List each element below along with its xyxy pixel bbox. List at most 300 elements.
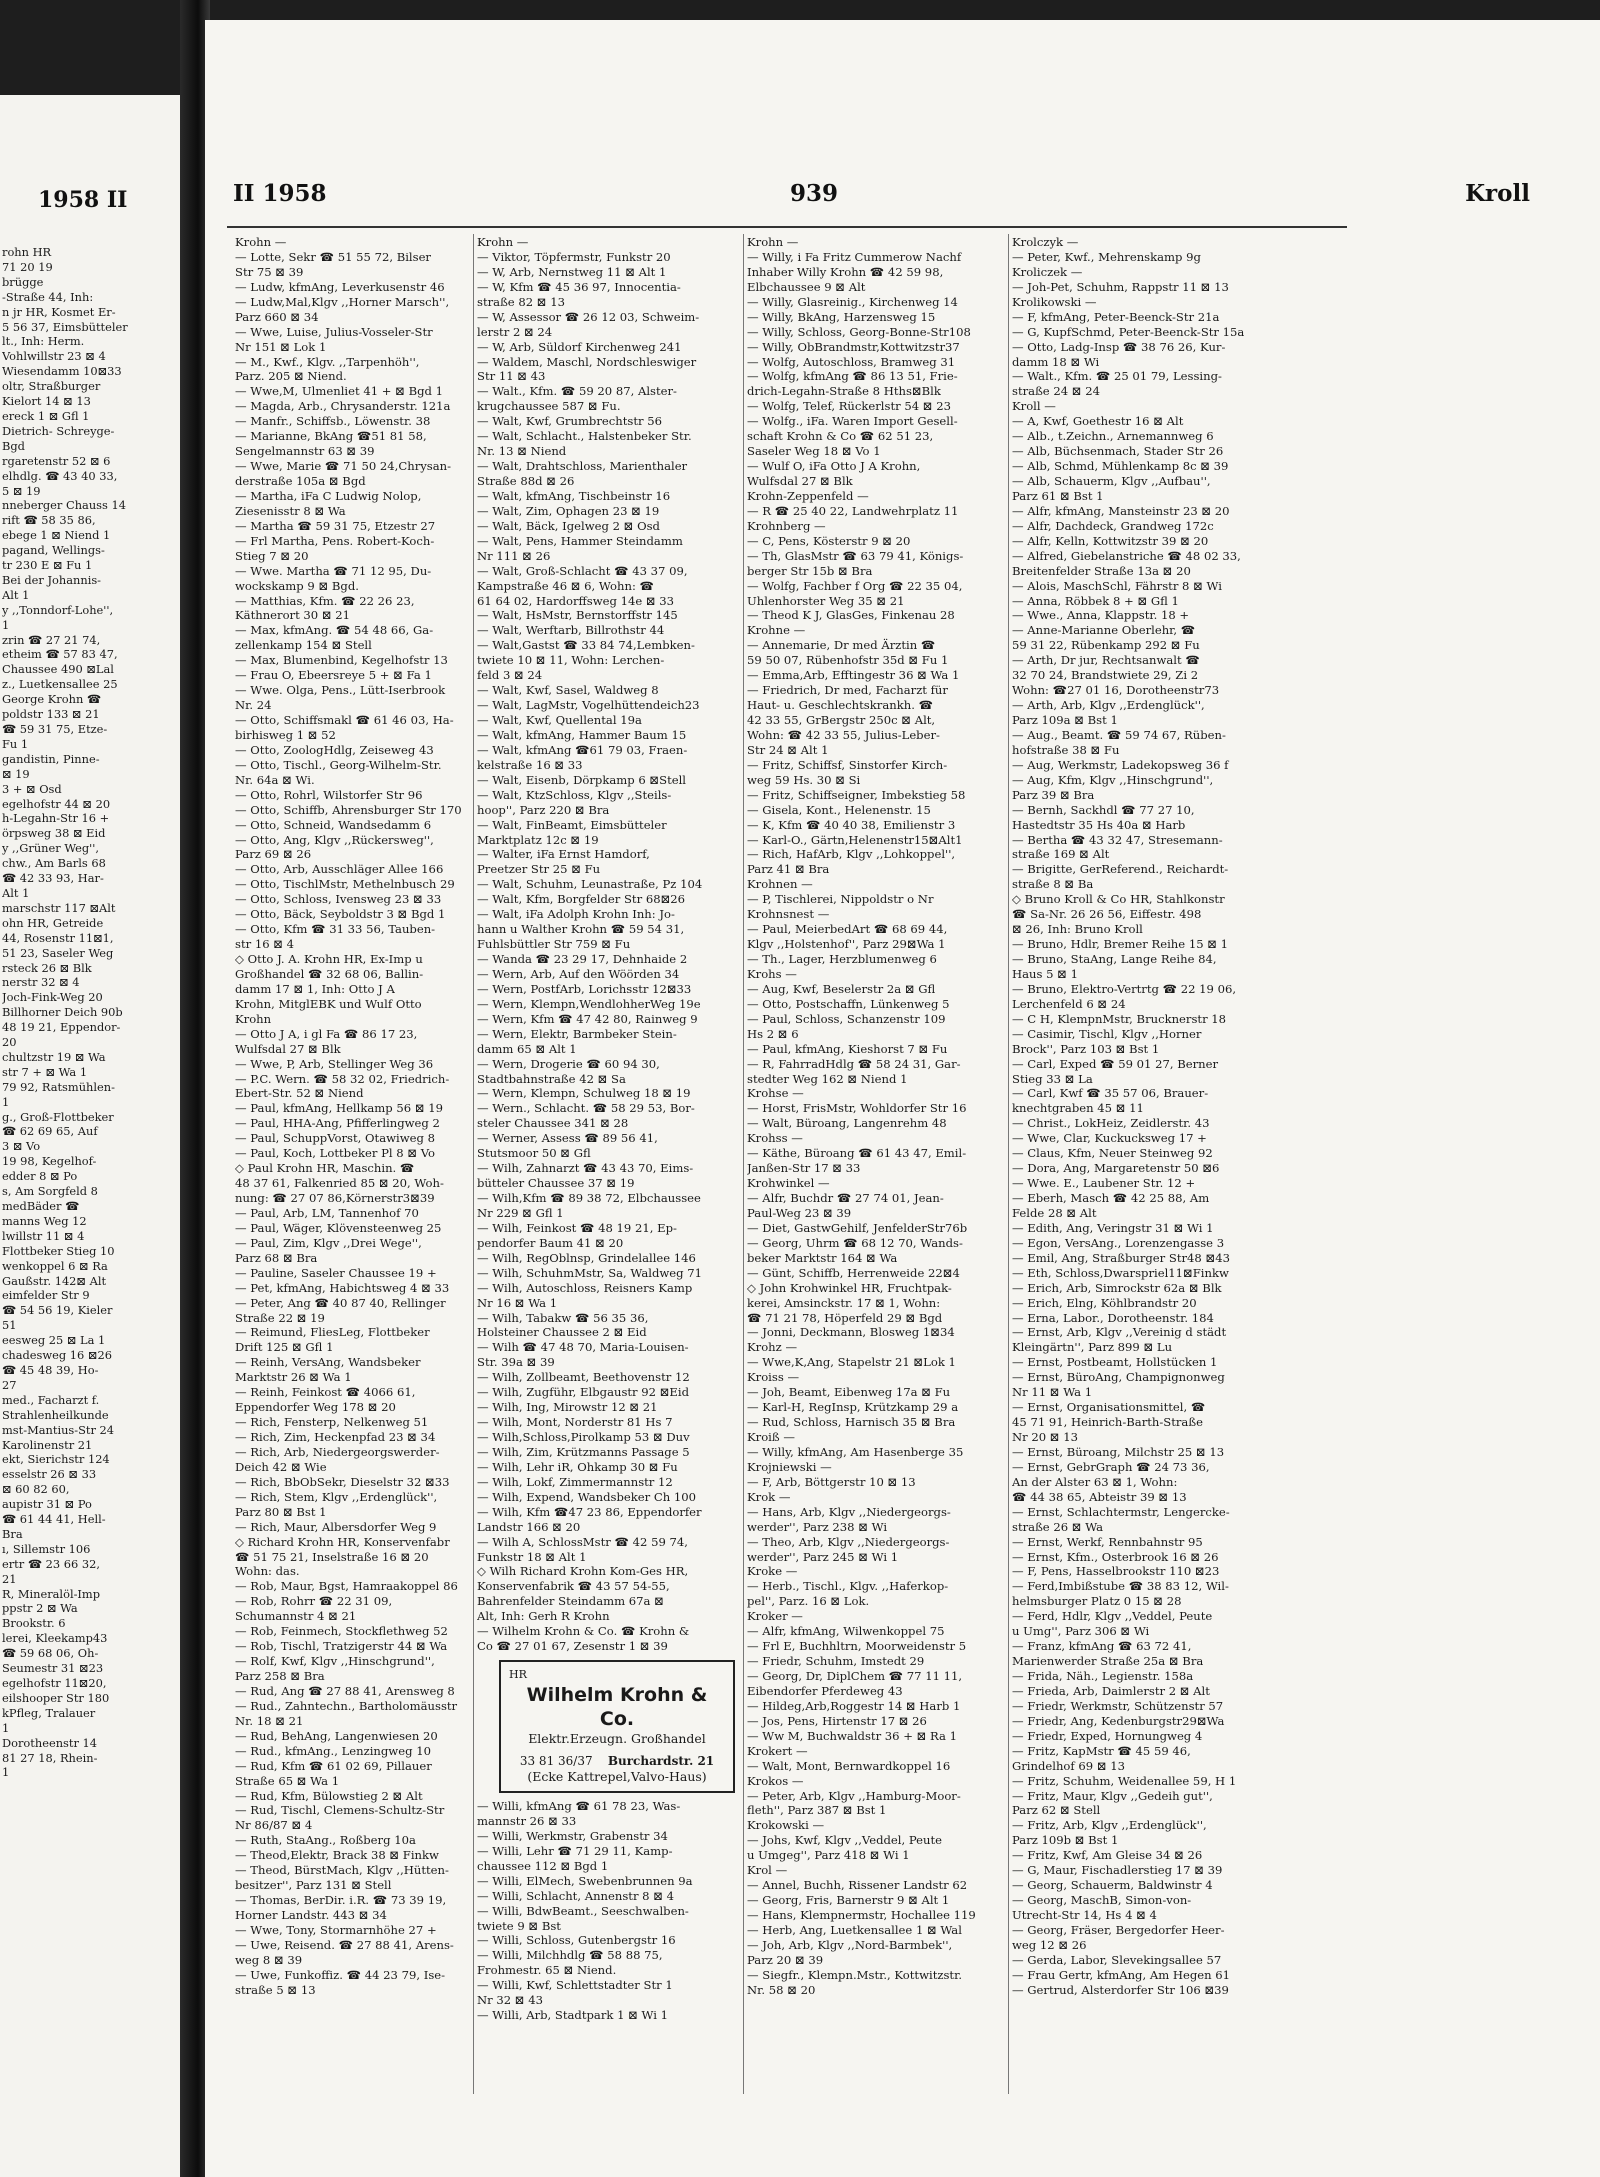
directory-entry-line: gandistin, Pinne- bbox=[2, 751, 100, 766]
page-running-head: II 1958 bbox=[233, 180, 327, 207]
directory-entry-line: straße 82 ⊠ 13 bbox=[477, 294, 565, 309]
directory-entry-line: z., Luetkensallee 25 bbox=[2, 677, 118, 692]
directory-entry-line: — Wolfg., iFa. Waren Import Gesell- bbox=[747, 414, 958, 429]
directory-entry-line: Flottbeker Stieg 10 bbox=[2, 1243, 115, 1258]
directory-entry-line: ebege 1 ⊠ Niend 1 bbox=[2, 528, 111, 543]
directory-entry-line: marschstr 117 ⊠Alt bbox=[2, 900, 116, 915]
directory-entry-line: chaussee 112 ⊠ Bgd 1 bbox=[477, 1858, 609, 1873]
directory-entry-line: Nr. 18 ⊠ 21 bbox=[235, 1713, 304, 1728]
directory-entry-line: Schumannstr 4 ⊠ 21 bbox=[235, 1609, 357, 1624]
directory-entry-line: — R, FahrradHdlg ☎ 58 24 31, Gar- bbox=[747, 1056, 961, 1071]
directory-entry-line: Parz 69 ⊠ 26 bbox=[235, 847, 312, 862]
directory-entry-line: — Wwe., Anna, Klappstr. 18 + bbox=[1012, 608, 1190, 623]
directory-entry-line: — Ludw, kfmAng, Leverkusenstr 46 bbox=[235, 279, 445, 294]
directory-entry-line: — Wilh, SchuhmMstr, Sa, Waldweg 71 bbox=[477, 1265, 703, 1280]
directory-entry-line: 1 bbox=[2, 1765, 10, 1780]
directory-entry-line: Holsteiner Chaussee 2 ⊠ Eid bbox=[477, 1325, 647, 1340]
directory-entry-line: An der Alster 63 ⊠ 1, Wohn: bbox=[1012, 1474, 1178, 1489]
directory-entry-line: Parz 39 ⊠ Bra bbox=[1012, 787, 1095, 802]
directory-entry-line: — Wolfg, Autoschloss, Bramweg 31 bbox=[747, 354, 956, 369]
directory-entry-line: — Wilh, RegOblnsp, Grindelallee 146 bbox=[477, 1250, 696, 1265]
directory-entry-line: 1 bbox=[2, 1094, 10, 1109]
directory-entry-line: ☎ 54 56 19, Kieler bbox=[2, 1303, 113, 1318]
directory-entry-line: — Walt, Eisenb, Dörpkamp 6 ⊠Stell bbox=[477, 772, 687, 787]
directory-entry-line: — Casimir, Tischl, Klgv ,,Horner bbox=[1012, 1026, 1202, 1041]
directory-entry-line: örpsweg 38 ⊠ Eid bbox=[2, 826, 106, 841]
directory-entry-line: — Otto, ZoologHdlg, Zeiseweg 43 bbox=[235, 742, 434, 757]
directory-entry-line: 5 ⊠ 19 bbox=[2, 483, 41, 498]
directory-entry-line: — Magda, Arb., Chrysanderstr. 121a bbox=[235, 399, 451, 414]
directory-entry-line: — Willy, Glasreinig., Kirchenweg 14 bbox=[747, 294, 958, 309]
directory-entry-line: — Wwe,M, Ulmenliet 41 + ⊠ Bgd 1 bbox=[235, 384, 443, 399]
directory-entry-line: — Alois, MaschSchl, Fährstr 8 ⊠ Wi bbox=[1012, 578, 1222, 593]
directory-entry-line: — Wilh ☎ 47 48 70, Maria-Louisen- bbox=[477, 1340, 689, 1355]
directory-entry-line: Marienwerder Straße 25a ⊠ Bra bbox=[1012, 1654, 1204, 1669]
directory-entry-line: Uhlenhorster Weg 35 ⊠ 21 bbox=[747, 593, 905, 608]
directory-entry-line: — Max, Blumenbind, Kegelhofstr 13 bbox=[235, 653, 448, 668]
directory-entry-line: Alt, Inh: Gerh R Krohn bbox=[477, 1609, 610, 1624]
directory-entry-line: — Otto, Arb, Ausschläger Allee 166 bbox=[235, 862, 444, 877]
directory-column-3 bbox=[747, 235, 1004, 1998]
directory-entry-line: hann u Walther Krohn ☎ 59 54 31, bbox=[477, 922, 685, 937]
directory-entry-line: — Rob, Maur, Bgst, Hamraakoppel 86 bbox=[235, 1579, 458, 1594]
directory-entry-line: Ebert-Str. 52 ⊠ Niend bbox=[235, 1086, 364, 1101]
directory-entry-line: — Rich, BbObSekr, Dieselstr 32 ⊠33 bbox=[235, 1474, 450, 1489]
directory-entry-line: — Walt,Gastst ☎ 33 84 74,Lembken- bbox=[477, 638, 695, 653]
directory-entry-line: — Emma,Arb, Efftingestr 36 ⊠ Wa 1 bbox=[747, 668, 960, 683]
directory-entry-line: — Walt, Zim, Ophagen 23 ⊠ 19 bbox=[477, 503, 660, 518]
directory-entry-line: ☎ 51 75 21, Inselstraße 16 ⊠ 20 bbox=[235, 1549, 429, 1564]
directory-entry-line: — Willi, Milchhdlg ☎ 58 88 75, bbox=[477, 1948, 663, 1963]
directory-entry-line: Dorotheenstr 14 bbox=[2, 1735, 98, 1750]
directory-entry-line: — Jos, Pens, Hirtenstr 17 ⊠ 26 bbox=[747, 1713, 927, 1728]
directory-entry-line: med., Facharzt f. bbox=[2, 1392, 100, 1407]
directory-entry-line: Co ☎ 27 01 67, Zesenstr 1 ⊠ 39 bbox=[477, 1639, 668, 1654]
directory-entry-line: y ,,Grüner Weg'', bbox=[2, 841, 100, 856]
directory-entry-line: — Walt, iFa Adolph Krohn Inh: Jo- bbox=[477, 907, 675, 922]
directory-entry-line: ☎ 45 48 39, Ho- bbox=[2, 1362, 99, 1377]
directory-entry-line: — Wilh A, SchlossMstr ☎ 42 59 74, bbox=[477, 1534, 688, 1549]
directory-entry-line: — Theod, BürstMach, Klgv ,,Hütten- bbox=[235, 1863, 449, 1878]
directory-entry-line: — Walter, iFa Ernst Hamdorf, bbox=[477, 847, 650, 862]
directory-entry-line: — Fritz, Schiffsf, Sinstorfer Kirch- bbox=[747, 757, 948, 772]
directory-entry-line: twiete 9 ⊠ Bst bbox=[477, 1918, 561, 1933]
directory-entry-line: — Willy, kfmAng, Am Hasenberge 35 bbox=[747, 1444, 964, 1459]
directory-entry-line: hoop'', Parz 220 ⊠ Bra bbox=[477, 802, 610, 817]
directory-entry-line: 51 23, Saseler Weg bbox=[2, 945, 114, 960]
directory-entry-line: krugchaussee 587 ⊠ Fu. bbox=[477, 399, 621, 414]
directory-entry-line: helmsburger Platz 0 15 ⊠ 28 bbox=[1012, 1594, 1182, 1609]
left-page-column bbox=[2, 245, 177, 1780]
directory-entry-line: ◇ Bruno Kroll & Co HR, Stahlkonstr bbox=[1012, 892, 1225, 907]
directory-entry-line: — Jonni, Deckmann, Blosweg 1⊠34 bbox=[747, 1325, 955, 1340]
directory-entry-line: Marktplatz 12c ⊠ 19 bbox=[477, 832, 599, 847]
ad-address: Burchardstr. 21 bbox=[607, 1754, 715, 1768]
directory-entry-line: ☎ 59 31 75, Etze- bbox=[2, 722, 108, 736]
directory-entry-line: Parz. 205 ⊠ Niend. bbox=[235, 369, 347, 384]
directory-entry-line: — Wwe. Olga, Pens., Lütt-Iserbrook bbox=[235, 683, 446, 698]
directory-entry-line: — Th, GlasMstr ☎ 63 79 41, Königs- bbox=[747, 548, 964, 563]
directory-entry-line: — Rob, Rohrr ☎ 22 31 09, bbox=[235, 1594, 393, 1609]
directory-entry-line: — Frieda, Arb, Daimlerstr 2 ⊠ Alt bbox=[1012, 1683, 1210, 1698]
directory-entry-line: straße 5 ⊠ 13 bbox=[235, 1982, 316, 1997]
directory-entry-line: — Otto, Rohrl, Wilstorfer Str 96 bbox=[235, 787, 423, 802]
directory-entry-line: Seumestr 31 ⊠23 bbox=[2, 1661, 104, 1676]
directory-entry-line: — Otto, Schiffb, Ahrensburger Str 170 bbox=[235, 802, 462, 817]
directory-entry-line: — Alb., t.Zeichn., Arnemannweg 6 bbox=[1012, 429, 1214, 444]
directory-entry-line: rift ☎ 58 35 86, bbox=[2, 513, 96, 528]
directory-entry-line: — Ernst, Organisationsmittel, ☎ bbox=[1012, 1400, 1206, 1415]
directory-entry-line: ☎ 44 38 65, Abteistr 39 ⊠ 13 bbox=[1012, 1489, 1187, 1504]
directory-entry-line: — Rolf, Kwf, Klgv ,,Hinschgrund'', bbox=[235, 1654, 435, 1669]
directory-entry-line: — Wern, PostfArb, Lorichsstr 12⊠33 bbox=[477, 981, 692, 996]
directory-entry-line: — Bertha ☎ 43 32 47, Stresemann- bbox=[1012, 832, 1223, 847]
directory-entry-line: — Wilh,Schloss,Pirolkamp 53 ⊠ Duv bbox=[477, 1430, 690, 1444]
directory-entry-line: — Wilh, Zahnarzt ☎ 43 43 70, Eims- bbox=[477, 1161, 694, 1176]
directory-entry-line: — Peter, Ang ☎ 40 87 40, Rellinger bbox=[235, 1295, 446, 1310]
directory-entry-line: Straße 22 ⊠ 19 bbox=[235, 1310, 325, 1325]
directory-entry-line: Inhaber Willy Krohn ☎ 42 59 98, bbox=[747, 264, 944, 279]
directory-entry-line: — Willy, BkAng, Harzensweg 15 bbox=[747, 309, 936, 324]
directory-entry-line: tr 230 E ⊠ Fu 1 bbox=[2, 558, 93, 573]
directory-entry-line: str 7 + ⊠ Wa 1 bbox=[2, 1064, 88, 1079]
directory-entry-line: — Bernh, Sackhdl ☎ 77 27 10, bbox=[1012, 802, 1195, 817]
directory-entry-line: — Walt, Pens, Hammer Steindamm bbox=[477, 533, 683, 548]
directory-entry-line: — Walt, Kwf, Grumbrechtstr 56 bbox=[477, 414, 662, 429]
header-rule bbox=[227, 226, 1347, 228]
column-divider bbox=[743, 234, 744, 2094]
directory-entry-line: — Walt, kfmAng, Tischbeinstr 16 bbox=[477, 488, 671, 503]
directory-entry-line: ◇ Wilh Richard Krohn Kom-Ges HR, bbox=[477, 1564, 689, 1579]
directory-entry-line: lerstr 2 ⊠ 24 bbox=[477, 324, 553, 339]
directory-entry-line: Str. 39a ⊠ 39 bbox=[477, 1355, 555, 1370]
directory-entry-line: — Friedr, Exped, Hornungweg 4 bbox=[1012, 1728, 1203, 1743]
directory-entry-line: Stadtbahnstraße 42 ⊠ Sa bbox=[477, 1071, 626, 1086]
directory-entry-line: — Otto, Postschaffn, Lünkenweg 5 bbox=[747, 996, 950, 1011]
directory-entry-line: aupistr 31 ⊠ Po bbox=[2, 1497, 92, 1512]
directory-entry-line: — Käthe, Büroang ☎ 61 43 47, Emil- bbox=[747, 1146, 967, 1161]
directory-entry-line: — Georg, MaschB, Simon-von- bbox=[1012, 1893, 1192, 1908]
directory-entry-line: ohn HR, Getreide bbox=[2, 915, 104, 930]
directory-entry-line: 27 bbox=[2, 1377, 17, 1392]
directory-entry-line: Horner Landstr. 443 ⊠ 34 bbox=[235, 1908, 387, 1922]
directory-entry-line: kerei, Amsinckstr. 17 ⊠ 1, Wohn: bbox=[747, 1295, 941, 1310]
directory-entry-line: ◇ John Krohwinkel HR, Fruchtpak- bbox=[747, 1280, 952, 1295]
directory-entry-line: — Frida, Näh., Legienstr. 158a bbox=[1012, 1669, 1194, 1683]
directory-entry-line: — Brigitte, GerReferend., Reichardt- bbox=[1012, 862, 1229, 877]
directory-entry-line: Krohnberg — bbox=[747, 518, 826, 533]
directory-entry-line: Dietrich- Schreyge- bbox=[2, 423, 115, 438]
directory-entry-line: Wulfsdal 27 ⊠ Blk bbox=[747, 474, 853, 488]
directory-entry-line: Felde 28 ⊠ Alt bbox=[1012, 1205, 1097, 1220]
directory-entry-line: — Herb., Tischl., Klgv. ,,Haferkop- bbox=[747, 1579, 949, 1594]
directory-entry-line: — Rud, BehAng, Langenwiesen 20 bbox=[235, 1728, 438, 1743]
directory-entry-line: eimfelder Str 9 bbox=[2, 1288, 90, 1303]
directory-entry-line: Kielort 14 ⊠ 13 bbox=[2, 394, 91, 409]
directory-entry-line: — Ernst, Werkf, Rennbahnstr 95 bbox=[1012, 1534, 1203, 1549]
directory-entry-line: esselstr 26 ⊠ 33 bbox=[2, 1467, 97, 1482]
directory-entry-line: stedter Weg 162 ⊠ Niend 1 bbox=[747, 1071, 908, 1086]
directory-entry-line: Ziesenisstr 8 ⊠ Wa bbox=[235, 503, 346, 518]
directory-entry-line: Nr 16 ⊠ Wa 1 bbox=[477, 1295, 558, 1310]
directory-entry-line: — W, Kfm ☎ 45 36 97, Innocentia- bbox=[477, 279, 681, 294]
directory-entry-line: Nr 32 ⊠ 43 bbox=[477, 1993, 543, 2008]
directory-entry-line: Alt 1 bbox=[2, 587, 30, 602]
directory-entry-line: — Pet, kfmAng, Habichtsweg 4 ⊠ 33 bbox=[235, 1280, 450, 1295]
directory-entry-line: fleth'', Parz 387 ⊠ Bst 1 bbox=[747, 1803, 887, 1818]
directory-entry-line: Kroker — bbox=[747, 1609, 803, 1624]
directory-entry-line: — C H, KlempnMstr, Brucknerstr 18 bbox=[1012, 1011, 1227, 1026]
directory-entry-line: — Ernst, Schlachtermstr, Lengercke- bbox=[1012, 1504, 1230, 1519]
directory-entry-line: — Wilh, Zollbeamt, Beethovenstr 12 bbox=[477, 1370, 690, 1385]
directory-entry-line: Billhorner Deich 90b bbox=[2, 1005, 123, 1020]
directory-entry-line: — Walt., Kfm. ☎ 59 20 87, Alster- bbox=[477, 384, 677, 399]
directory-entry-line: ⊠ 26, Inh: Bruno Kroll bbox=[1012, 922, 1143, 937]
directory-entry-line: — Erich, Elng, Köhlbrandstr 20 bbox=[1012, 1295, 1197, 1310]
directory-entry-line: — Paul, kfmAng, Hellkamp 56 ⊠ 19 bbox=[235, 1101, 443, 1116]
directory-entry-line: — Egon, VersAng., Lorenzengasse 3 bbox=[1012, 1235, 1225, 1250]
directory-entry-line: Krohne — bbox=[747, 623, 806, 638]
directory-entry-line: — Frau Gertr, kfmAng, Am Hegen 61 bbox=[1012, 1967, 1231, 1982]
directory-entry-line: — P, Tischlerei, Nippoldstr o Nr bbox=[747, 892, 934, 907]
directory-entry-line: — Friedr, Werkmstr, Schützenstr 57 bbox=[1012, 1698, 1224, 1713]
directory-entry-line: — Rich, HafArb, Klgv ,,Lohkoppel'', bbox=[747, 847, 956, 862]
directory-entry-line: eesweg 25 ⊠ La 1 bbox=[2, 1333, 106, 1348]
directory-entry-line: 1 bbox=[2, 617, 10, 632]
directory-entry-line: — Gerda, Labor, Slevekingsallee 57 bbox=[1012, 1952, 1222, 1967]
directory-entry-line: — Wern., Schlacht. ☎ 58 29 53, Bor- bbox=[477, 1101, 695, 1116]
directory-entry-line: Krolczyk — bbox=[1012, 235, 1079, 249]
directory-entry-line: Krohn, MitglEBK und Wulf Otto bbox=[235, 996, 422, 1011]
directory-entry-line: — Rud, Schloss, Harnisch 35 ⊠ Bra bbox=[747, 1415, 956, 1430]
directory-entry-line: -Straße 44, Inh: bbox=[2, 289, 94, 304]
directory-entry-line: Preetzer Str 25 ⊠ Fu bbox=[477, 862, 601, 877]
directory-entry-line: — Walt., Kfm. ☎ 25 01 79, Lessing- bbox=[1012, 369, 1222, 384]
directory-entry-line: Krohn-Zeppenfeld — bbox=[747, 488, 869, 503]
directory-entry-line: Nr 151 ⊠ Lok 1 bbox=[235, 339, 327, 354]
directory-entry-line: — Friedr, Schuhm, Imstedt 29 bbox=[747, 1654, 925, 1669]
directory-entry-line: nerstr 32 ⊠ 4 bbox=[2, 975, 80, 990]
directory-entry-line: — Willi, BdwBeamt., Seeschwalben- bbox=[477, 1903, 689, 1918]
directory-entry-line: straße 24 ⊠ 24 bbox=[1012, 384, 1100, 399]
directory-entry-line: Krohnsnest — bbox=[747, 907, 830, 922]
directory-entry-line: — M., Kwf., Klgv. ,,Tarpenhöh'', bbox=[235, 354, 420, 369]
directory-entry-line: n jr HR, Kosmet Er- bbox=[2, 304, 116, 319]
directory-entry-line: — Max, kfmAng. ☎ 54 48 66, Ga- bbox=[235, 623, 434, 638]
directory-entry-line: 51 bbox=[2, 1318, 17, 1333]
directory-entry-line: Krohz — bbox=[747, 1340, 798, 1355]
directory-entry-line: Karolinenstr 21 bbox=[2, 1437, 93, 1452]
directory-entry-line: — Edith, Ang, Veringstr 31 ⊠ Wi 1 bbox=[1012, 1220, 1214, 1235]
directory-entry-line: ☎ Sa-Nr. 26 26 56, Eiffestr. 498 bbox=[1012, 907, 1202, 922]
directory-entry-line: Brookstr. 6 bbox=[2, 1616, 66, 1631]
directory-entry-line: weg 12 ⊠ 26 bbox=[1012, 1937, 1087, 1952]
directory-entry-line: u Umg'', Parz 306 ⊠ Wi bbox=[1012, 1624, 1150, 1639]
directory-entry-line: Parz 258 ⊠ Bra bbox=[235, 1669, 325, 1683]
directory-entry-line: — Fritz, Arb, Klgv ,,Erdenglück'', bbox=[1012, 1818, 1207, 1833]
directory-entry-line: — Wilh, Tabakw ☎ 56 35 36, bbox=[477, 1310, 649, 1325]
directory-entry-line: kelstraße 16 ⊠ 33 bbox=[477, 757, 583, 772]
directory-entry-line: 32 70 24, Brandstwiete 29, Zi 2 bbox=[1012, 668, 1199, 683]
directory-entry-line: — Walt, Kwf, Sasel, Waldweg 8 bbox=[477, 683, 659, 698]
directory-entry-line: — Paul, kfmAng, Kieshorst 7 ⊠ Fu bbox=[747, 1041, 948, 1056]
directory-entry-line: Hs 2 ⊠ 6 bbox=[747, 1026, 799, 1041]
directory-entry-line: — Walt, kfmAng ☎61 79 03, Fraen- bbox=[477, 742, 688, 757]
directory-entry-line: — Thomas, BerDir. i.R. ☎ 73 39 19, bbox=[235, 1893, 447, 1908]
directory-entry-line: nneberger Chauss 14 bbox=[2, 498, 126, 513]
directory-entry-line: — P.C. Wern. ☎ 58 32 02, Friedrich- bbox=[235, 1071, 450, 1086]
directory-entry-line: — Wwe, P, Arb, Stellinger Weg 36 bbox=[235, 1056, 434, 1071]
directory-entry-line: Chaussee 490 ⊠Lal bbox=[2, 662, 114, 677]
directory-entry-line: Grindelhof 69 ⊠ 13 bbox=[1012, 1758, 1125, 1773]
directory-entry-line: — Alfr, Buchdr ☎ 27 74 01, Jean- bbox=[747, 1191, 944, 1205]
directory-entry-line: Krokos — bbox=[747, 1773, 804, 1788]
ad-note: (Ecke Kattrepel,Valvo-Haus) bbox=[527, 1769, 707, 1784]
directory-entry-line: — Walt, Schuhm, Leunastraße, Pz 104 bbox=[477, 877, 703, 892]
directory-entry-line: — Frl E, Buchhltrn, Moorweidenstr 5 bbox=[747, 1639, 967, 1654]
ad-hr-tag: HR bbox=[509, 1668, 527, 1682]
directory-entry-line: Nr. 24 bbox=[235, 698, 272, 713]
directory-entry-line: Parz 20 ⊠ 39 bbox=[747, 1952, 824, 1967]
directory-entry-line: Elbchaussee 9 ⊠ Alt bbox=[747, 279, 866, 294]
directory-entry-line: Str 11 ⊠ 43 bbox=[477, 369, 546, 384]
directory-entry-line: — Wilh, Kfm ☎47 23 86, Eppendorfer bbox=[477, 1504, 702, 1519]
directory-entry-line: 44, Rosenstr 11⊠1, bbox=[2, 930, 114, 945]
directory-entry-line: — F, Arb, Böttgerstr 10 ⊠ 13 bbox=[747, 1474, 916, 1489]
directory-entry-line: Wulfsdal 27 ⊠ Blk bbox=[235, 1041, 341, 1056]
directory-entry-line: berger Str 15b ⊠ Bra bbox=[747, 563, 873, 578]
directory-entry-line: — Peter, Kwf., Mehrenskamp 9g bbox=[1012, 249, 1201, 264]
directory-entry-line: — Aug, Kwf, Beselerstr 2a ⊠ Gfl bbox=[747, 981, 936, 996]
directory-entry-line: — Walt, kfmAng, Hammer Baum 15 bbox=[477, 727, 687, 742]
column-divider bbox=[473, 234, 474, 2094]
directory-entry-line: Bgd bbox=[2, 438, 25, 453]
directory-entry-line: ☎ 71 21 78, Höperfeld 29 ⊠ Bgd bbox=[747, 1310, 943, 1325]
directory-entry-line: ☎ 62 69 65, Auf bbox=[2, 1124, 98, 1139]
directory-entry-line: Haus 5 ⊠ 1 bbox=[1012, 966, 1078, 981]
directory-entry-line: Nr 111 ⊠ 26 bbox=[477, 548, 551, 563]
directory-entry-line: — Rob, Feinmech, Stockflethweg 52 bbox=[235, 1624, 448, 1639]
directory-entry-line: manns Weg 12 bbox=[2, 1213, 87, 1228]
directory-entry-line: — Manfr., Schiffsb., Löwenstr. 38 bbox=[235, 414, 431, 429]
directory-entry-line: — Rich, Fensterp, Nelkenweg 51 bbox=[235, 1415, 429, 1430]
directory-entry-line: elhdlg. ☎ 43 40 33, bbox=[2, 468, 118, 483]
directory-entry-line: — Otto, Bäck, Seyboldstr 3 ⊠ Bgd 1 bbox=[235, 907, 446, 922]
directory-entry-line: nung: ☎ 27 07 86,Körnerstr3⊠39 bbox=[235, 1191, 435, 1205]
directory-entry-line: — Willi, Lehr ☎ 71 29 11, Kamp- bbox=[477, 1843, 673, 1858]
directory-entry-line: — Georg, Uhrm ☎ 68 12 70, Wands- bbox=[747, 1235, 963, 1250]
directory-entry-line: Straße 65 ⊠ Wa 1 bbox=[235, 1773, 340, 1788]
directory-entry-line: Kroll — bbox=[1012, 399, 1056, 414]
directory-entry-line: Saseler Weg 18 ⊠ Vo 1 bbox=[747, 444, 881, 459]
directory-entry-line: — Alfr, kfmAng, Mansteinstr 23 ⊠ 20 bbox=[1012, 503, 1230, 518]
directory-entry-line: Kroliczek — bbox=[1012, 264, 1083, 279]
directory-entry-line: chw., Am Barls 68 bbox=[2, 856, 106, 871]
directory-entry-line: ⊠ 60 82 60, bbox=[2, 1482, 70, 1497]
directory-entry-line: — Ernst, Kfm., Osterbrook 16 ⊠ 26 bbox=[1012, 1549, 1219, 1564]
directory-entry-line: Klgv ,,Holstenhof'', Parz 29⊠Wa 1 bbox=[747, 937, 946, 952]
directory-entry-line: — Willy, ObBrandmstr,Kottwitzstr37 bbox=[747, 339, 960, 354]
directory-entry-line: Str 75 ⊠ 39 bbox=[235, 264, 304, 279]
directory-entry-line: — Wwe. Martha ☎ 71 12 95, Du- bbox=[235, 563, 432, 578]
directory-entry-line: — Wwe, Tony, Stormarnhöhe 27 + bbox=[235, 1922, 437, 1937]
directory-entry-line: — Hans, Arb, Klgv ,,Niedergeorgs- bbox=[747, 1504, 951, 1519]
directory-entry-line: s, Am Sorgfeld 8 bbox=[2, 1184, 98, 1199]
directory-entry-line: — Peter, Arb, Klgv ,,Hamburg-Moor- bbox=[747, 1788, 961, 1803]
directory-entry-line: Wohn: das. bbox=[235, 1564, 300, 1579]
directory-entry-line: weg 8 ⊠ 39 bbox=[235, 1952, 303, 1967]
directory-entry-line: — Ww M, Buchwaldstr 36 + ⊠ Ra 1 bbox=[747, 1728, 958, 1743]
directory-entry-line: — Herb, Ang, Luetkensallee 1 ⊠ Wal bbox=[747, 1922, 962, 1937]
directory-entry-line: — Willi, Werkmstr, Grabenstr 34 bbox=[477, 1828, 668, 1843]
directory-entry-line: — Otto, Schloss, Ivensweg 23 ⊠ 33 bbox=[235, 892, 442, 907]
directory-entry-line: feld 3 ⊠ 24 bbox=[477, 668, 543, 683]
directory-entry-line: Krohse — bbox=[747, 1086, 804, 1101]
directory-entry-line: — Rich, Arb, Niedergeorgswerder- bbox=[235, 1444, 440, 1459]
directory-entry-line: 1 bbox=[2, 1720, 10, 1735]
directory-entry-line: 5 56 37, Eimsbütteler bbox=[2, 319, 128, 334]
directory-entry-line: — Rich, Maur, Albersdorfer Weg 9 bbox=[235, 1519, 437, 1534]
directory-entry-line: str 16 ⊠ 4 bbox=[235, 937, 295, 952]
directory-entry-line: — Matthias, Kfm. ☎ 22 26 23, bbox=[235, 593, 415, 608]
directory-entry-line: Krohn bbox=[235, 1011, 272, 1026]
directory-entry-line: — Willi, Schloss, Gutenbergstr 16 bbox=[477, 1933, 676, 1948]
directory-entry-line: — Wulf O, iFa Otto J A Krohn, bbox=[747, 459, 921, 474]
directory-entry-line: Vohlwillstr 23 ⊠ 4 bbox=[2, 349, 106, 364]
directory-entry-line: — Otto, Schneid, Wandsedamm 6 bbox=[235, 817, 432, 832]
directory-entry-line: h-Legahn-Str 16 + bbox=[2, 811, 110, 826]
directory-entry-line: — Wern, Arb, Auf den Wöörden 34 bbox=[477, 966, 680, 981]
directory-entry-line: Landstr 166 ⊠ 20 bbox=[477, 1519, 581, 1534]
directory-entry-line: etheim ☎ 57 83 47, bbox=[2, 647, 118, 662]
directory-entry-line: — Walt, Kwf, Quellental 19a bbox=[477, 713, 642, 727]
directory-entry-line: — Fritz, Schuhm, Weidenallee 59, H 1 bbox=[1012, 1773, 1237, 1788]
directory-column-2 bbox=[477, 235, 739, 2023]
directory-entry-line: — Theod K J, GlasGes, Finkenau 28 bbox=[747, 608, 955, 623]
directory-entry-line: Str 24 ⊠ Alt 1 bbox=[747, 742, 829, 757]
column-divider bbox=[1008, 234, 1009, 2094]
directory-entry-line: — Johs, Kwf, Klgv ,,Veddel, Peute bbox=[747, 1833, 943, 1848]
directory-entry-line: Krohn — bbox=[747, 235, 799, 249]
directory-entry-line: — Fritz, Kwf, Am Gleise 34 ⊠ 26 bbox=[1012, 1848, 1203, 1863]
directory-entry-line: — Aug, Kfm, Klgv ,,Hinschgrund'', bbox=[1012, 772, 1214, 787]
directory-entry-line: — Otto, Ang, Klgv ,,Rückersweg'', bbox=[235, 832, 434, 847]
directory-entry-line: — Paul, HHA-Ang, Pfifferlingweg 2 bbox=[235, 1116, 440, 1131]
directory-entry-line: besitzer'', Parz 131 ⊠ Stell bbox=[235, 1878, 392, 1893]
directory-entry-line: ppstr 2 ⊠ Wa bbox=[2, 1601, 78, 1616]
directory-entry-line: — Anna, Röbbek 8 + ⊠ Gfl 1 bbox=[1012, 593, 1179, 608]
directory-entry-line: — Joh, Beamt, Eibenweg 17a ⊠ Fu bbox=[747, 1385, 951, 1400]
directory-entry-line: twiete 10 ⊠ 11, Wohn: Lerchen- bbox=[477, 653, 665, 668]
directory-entry-line: — Theo, Arb, Klgv ,,Niedergeorgs- bbox=[747, 1534, 950, 1549]
directory-entry-line: — Marianne, BkAng ☎51 81 58, bbox=[235, 429, 427, 444]
directory-entry-line: egelhofstr 11⊠20, bbox=[2, 1676, 107, 1690]
directory-entry-line: R, Mineralöl-Imp bbox=[2, 1586, 101, 1601]
directory-entry-line: — Carl, Exped ☎ 59 01 27, Berner bbox=[1012, 1056, 1218, 1071]
directory-entry-line: Kroiß — bbox=[747, 1430, 795, 1444]
directory-entry-line: ☎ 61 44 41, Hell- bbox=[2, 1512, 106, 1527]
directory-entry-line: Krojniewski — bbox=[747, 1459, 832, 1474]
directory-entry-line: damm 18 ⊠ Wi bbox=[1012, 354, 1100, 369]
directory-entry-line: — Anne-Marianne Oberlehr, ☎ bbox=[1012, 623, 1196, 638]
directory-entry-line: — Walt, HsMstr, Bernstorffstr 145 bbox=[477, 608, 678, 623]
directory-entry-line: Krolikowski — bbox=[1012, 294, 1097, 309]
directory-entry-line: — Ernst, Arb, Klgv ,,Vereinig d städt bbox=[1012, 1325, 1227, 1340]
directory-entry-line: Krohss — bbox=[747, 1131, 803, 1146]
directory-entry-line: — Walt, Groß-Schlacht ☎ 43 37 09, bbox=[477, 563, 688, 578]
directory-entry-line: — Walt, Bäck, Igelweg 2 ⊠ Osd bbox=[477, 518, 660, 533]
directory-entry-line: — Friedr, Ang, Kedenburgstr29⊠Wa bbox=[1012, 1713, 1225, 1728]
